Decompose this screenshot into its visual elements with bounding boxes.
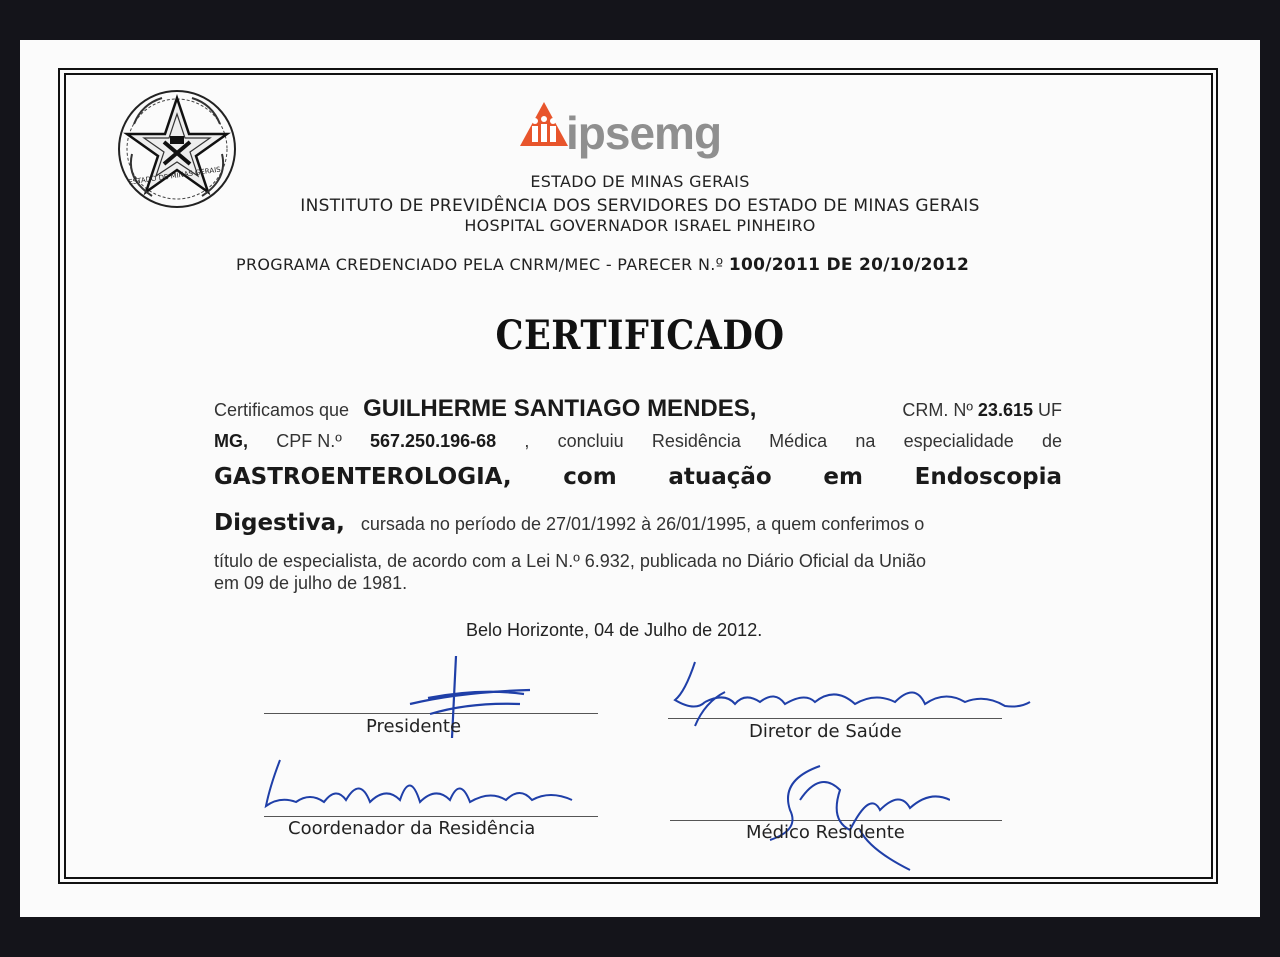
- body-line-2: [214, 431, 1062, 452]
- uf-label: UF: [1038, 400, 1062, 420]
- program-number: 100/2011 DE 20/10/2012: [728, 255, 970, 275]
- coordinator-signature: [260, 756, 580, 820]
- body-line-3: [214, 464, 1062, 490]
- body-line-6: em 09 de julho de 1981.: [214, 573, 408, 593]
- header-institute: INSTITUTO DE PREVIDÊNCIA DOS SERVIDORES DO ESTADO DE MINAS GERAIS: [300, 196, 980, 216]
- body-line-4: [214, 510, 1062, 536]
- course-period: cursada no período de 27/01/1992 à 26/01/1995, a quem conferimos o: [360, 514, 925, 534]
- director-label: Diretor de Saúde: [749, 721, 902, 742]
- header-state: ESTADO DE MINAS GERAIS: [530, 172, 750, 191]
- medical-word: Médica: [769, 431, 828, 451]
- area-in: em: [823, 464, 863, 490]
- area-endoscopy: Endoscopia: [914, 464, 1062, 490]
- area-digestive: Digestiva,: [214, 510, 345, 536]
- area-with: com: [563, 464, 617, 490]
- director-signature: [665, 652, 1035, 732]
- certify-prefix: Certificamos que: [214, 400, 350, 420]
- resident-signature: [760, 760, 950, 872]
- president-label: Presidente: [366, 716, 462, 737]
- place-date: Belo Horizonte, 04 de Julho de 2012.: [466, 620, 763, 640]
- resident-label: Médico Residente: [746, 822, 905, 843]
- header-hospital: HOSPITAL GOVERNADOR ISRAEL PINHEIRO: [464, 216, 816, 235]
- certificate-page: [20, 40, 1260, 917]
- specialty-word: especialidade: [903, 431, 1014, 451]
- of-word: de: [1041, 431, 1062, 451]
- certificate-title: CERTIFICADO: [495, 312, 785, 359]
- body-line-5: título de especialista, de acordo com a Lei N.º 6.932, publicada no Diário Oficial da União: [214, 551, 926, 571]
- seal-inscription: ESTADO DE MINAS GERAIS: [127, 165, 222, 187]
- concluded-word: concluiu: [557, 431, 624, 451]
- specialty-name: GASTROENTEROLOGIA,: [214, 464, 512, 490]
- residency-word: Residência: [651, 431, 741, 451]
- recipient-name: GUILHERME SANTIAGO MENDES,: [363, 395, 757, 422]
- cpf-label: CPF N.º: [276, 431, 342, 451]
- ipsemg-logo-icon: [518, 100, 570, 148]
- crm-number: 23.615: [977, 400, 1033, 420]
- crm-label: CRM. Nº: [902, 400, 973, 420]
- body-line-1: [214, 395, 1062, 423]
- state-seal-icon: [112, 84, 242, 214]
- in-the-word: na: [855, 431, 876, 451]
- uf-value: MG,: [214, 431, 248, 451]
- program-prefix: PROGRAMA CREDENCIADO PELA CNRM/MEC - PARECER N.º: [236, 255, 724, 274]
- coordinator-label: Coordenador da Residência: [288, 818, 536, 839]
- ipsemg-wordmark: ipsemg: [566, 107, 722, 159]
- program-line: [236, 255, 969, 275]
- cpf-number: 567.250.196-68: [370, 431, 497, 451]
- area-acting: atuação: [668, 464, 772, 490]
- separator: ,: [524, 431, 530, 451]
